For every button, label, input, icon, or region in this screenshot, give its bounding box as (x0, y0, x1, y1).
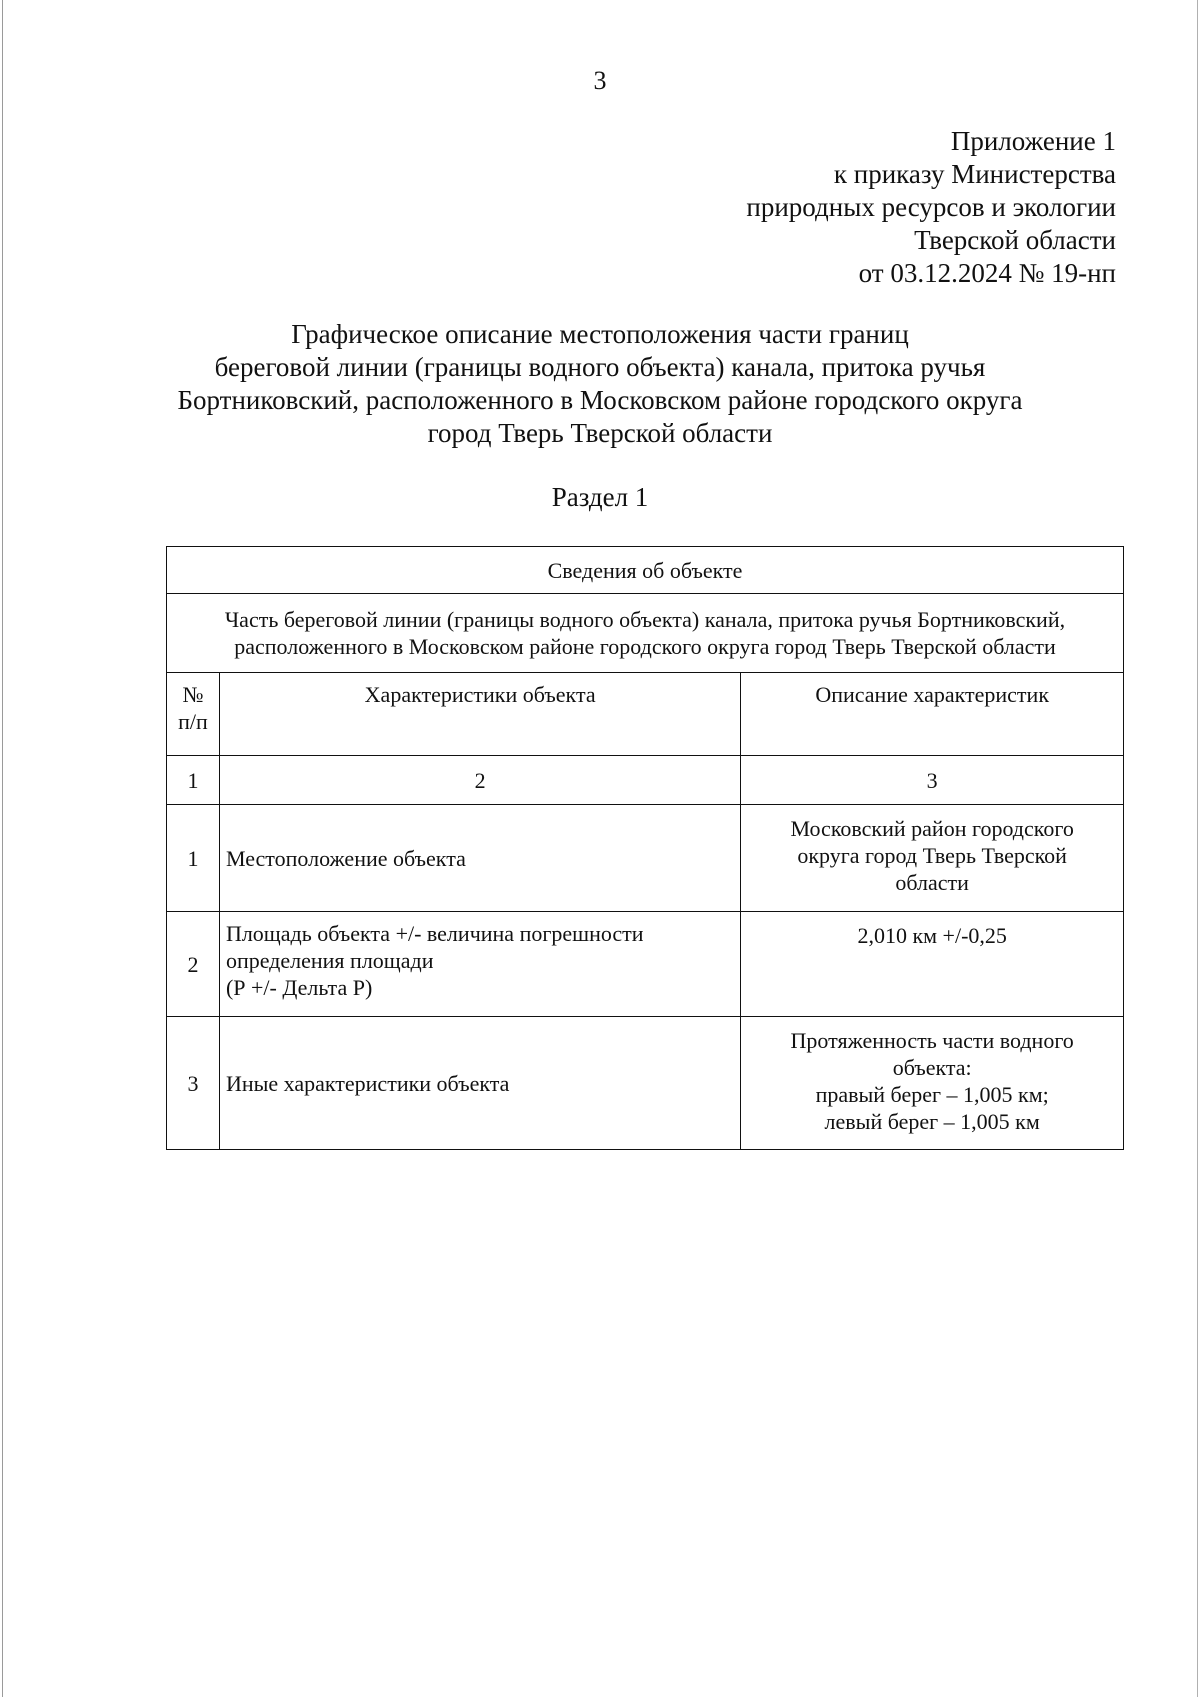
row-number: 1 (167, 805, 220, 912)
column-header-num (167, 673, 220, 756)
column-number: 1 (167, 756, 220, 805)
appendix-block (746, 125, 1116, 290)
appendix-line: Приложение 1 (950, 126, 1116, 156)
page-number: 3 (593, 66, 607, 95)
object-name-row (167, 594, 1124, 673)
scan-edge-left (2, 0, 3, 1697)
description-line: Протяженность части водного (790, 1028, 1074, 1053)
table-header-row (167, 547, 1124, 594)
section-title: Раздел 1 (551, 482, 649, 512)
appendix-line: к приказу Министерства (833, 159, 1116, 189)
appendix-line: от 03.12.2024 № 19-нп (858, 258, 1116, 288)
characteristic-line: Площадь объекта +/- величина погрешности (225, 921, 644, 946)
characteristic-line: определения площади (225, 948, 434, 973)
row-characteristic (219, 1017, 740, 1150)
characteristic-line: (Р +/- Дельта Р) (225, 975, 373, 1000)
column-header-num-line: п/п (178, 709, 208, 734)
characteristic-line: Местоположение объекта (225, 845, 466, 871)
object-name-line: расположенного в Московском районе городского округа город Тверь Тверской области (234, 634, 1056, 659)
description-line: левый берег – 1,005 км (824, 1109, 1040, 1134)
row-description (741, 1017, 1124, 1150)
row-description (741, 912, 1124, 1017)
row-number: 2 (167, 912, 220, 1017)
scan-edge-right (1197, 0, 1198, 1697)
title-line: Графическое описание местоположения части границ (291, 319, 909, 349)
table-row (167, 805, 1124, 912)
column-header-num-line: № (182, 682, 204, 707)
title-line: береговой линии (границы водного объекта) канала, притока ручья (214, 352, 986, 382)
table-header: Сведения об объекте (167, 547, 1124, 594)
column-number-row (167, 756, 1124, 805)
description-line: объекта: (892, 1055, 972, 1080)
description-line: округа город Тверь Тверской (797, 843, 1067, 868)
row-characteristic (219, 805, 740, 912)
column-number: 2 (219, 756, 740, 805)
title-line: город Тверь Тверской области (427, 418, 773, 448)
description-line: 2,010 км +/-0,25 (857, 923, 1007, 948)
row-number: 3 (167, 1017, 220, 1150)
column-header-row (167, 673, 1124, 756)
object-name-cell (167, 594, 1124, 673)
appendix-line: природных ресурсов и экологии (746, 192, 1116, 222)
document-title (160, 318, 1040, 450)
description-line: правый берег – 1,005 км; (815, 1082, 1049, 1107)
appendix-line: Тверской области (914, 225, 1116, 255)
description-line: Московский район городского (790, 816, 1074, 841)
row-description (741, 805, 1124, 912)
column-header-characteristics: Характеристики объекта (219, 673, 740, 756)
description-line: области (895, 870, 969, 895)
table-row (167, 912, 1124, 1017)
object-info-table (166, 546, 1124, 1150)
title-line: Бортниковский, расположенного в Московском районе городского округа (177, 385, 1023, 415)
row-characteristic (219, 912, 740, 1017)
column-number: 3 (741, 756, 1124, 805)
table-row (167, 1017, 1124, 1150)
column-header-description: Описание характеристик (741, 673, 1124, 756)
object-name-line: Часть береговой линии (границы водного объекта) канала, притока ручья Бортниковский, (224, 607, 1066, 632)
characteristic-line: Иные характеристики объекта (225, 1070, 510, 1096)
